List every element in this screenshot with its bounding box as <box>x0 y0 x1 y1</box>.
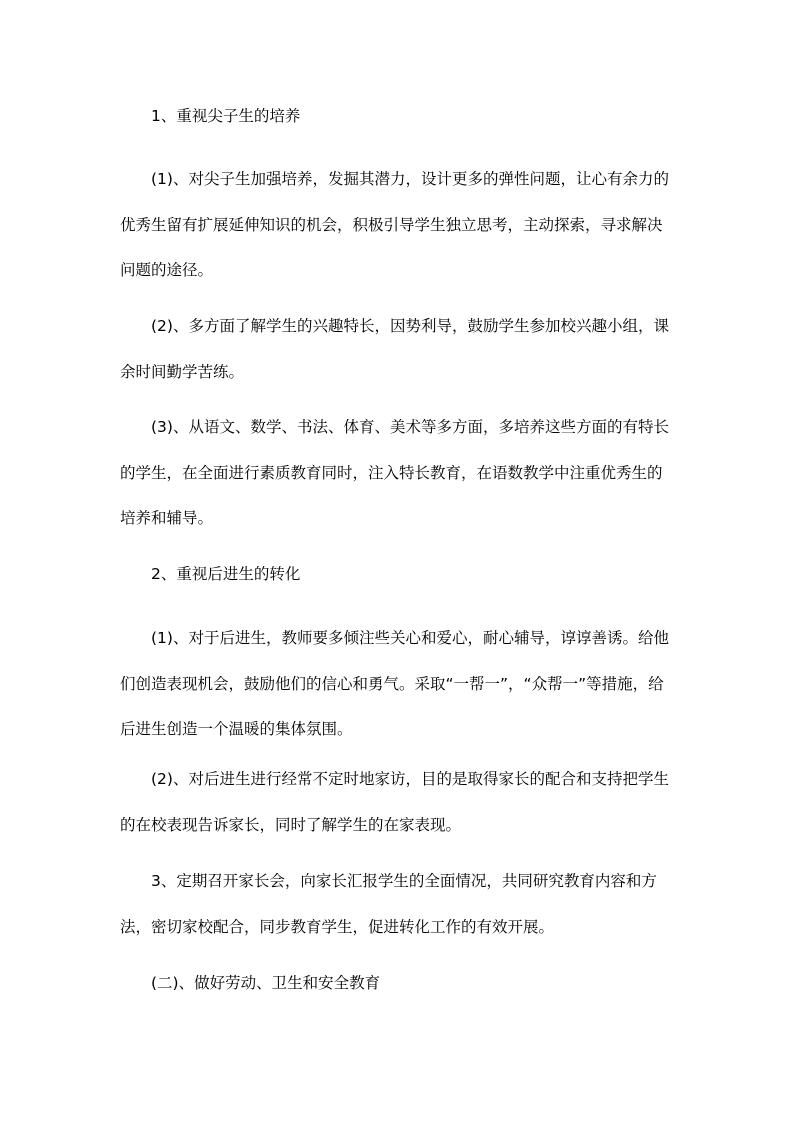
heading-top-students: 1、重视尖子生的培养 <box>151 107 301 125</box>
heading-struggling-students: 2、重视后进生的转化 <box>151 565 301 583</box>
paragraph-struggling-students-2: (2)、对后进生进行经常不定时地家访，目的是取得家长的配合和支持把学生的在校表现告诉家长，同时了解学生的在家表现。 <box>120 770 669 834</box>
heading-labor-hygiene-safety: (二)、做好劳动、卫生和安全教育 <box>151 974 381 992</box>
paragraph-top-students-2: (2)、多方面了解学生的兴趣特长，因势利导，鼓励学生参加校兴趣小组，课余时间勤学苦练。 <box>120 317 669 381</box>
paragraph-top-students-3: (3)、从语文、数学、书法、体育、美术等多方面，多培养这些方面的有特长的学生，在全面进行素质教育同时，注入特长教育，在语数教学中注重优秀生的培养和辅导。 <box>120 418 669 527</box>
paragraph-parent-meetings: 3、定期召开家长会，向家长汇报学生的全面情况，共同研究教育内容和方法，密切家校配合，同步教育学生，促进转化工作的有效开展。 <box>120 872 657 936</box>
paragraph-top-students-1: (1)、对尖子生加强培养，发掘其潜力，设计更多的弹性问题，让心有余力的优秀生留有扩展延伸知识的机会，积极引导学生独立思考，主动探索，寻求解决问题的途径。 <box>120 170 669 279</box>
paragraph-struggling-students-1: (1)、对于后进生，教师要多倾注些关心和爱心，耐心辅导，谆谆善诱。给他们创造表现机会，鼓励他们的信心和勇气。采取“一帮一”，“众帮一”等措施，给后进生创造一个温暖的集体氛围。 <box>120 629 669 738</box>
